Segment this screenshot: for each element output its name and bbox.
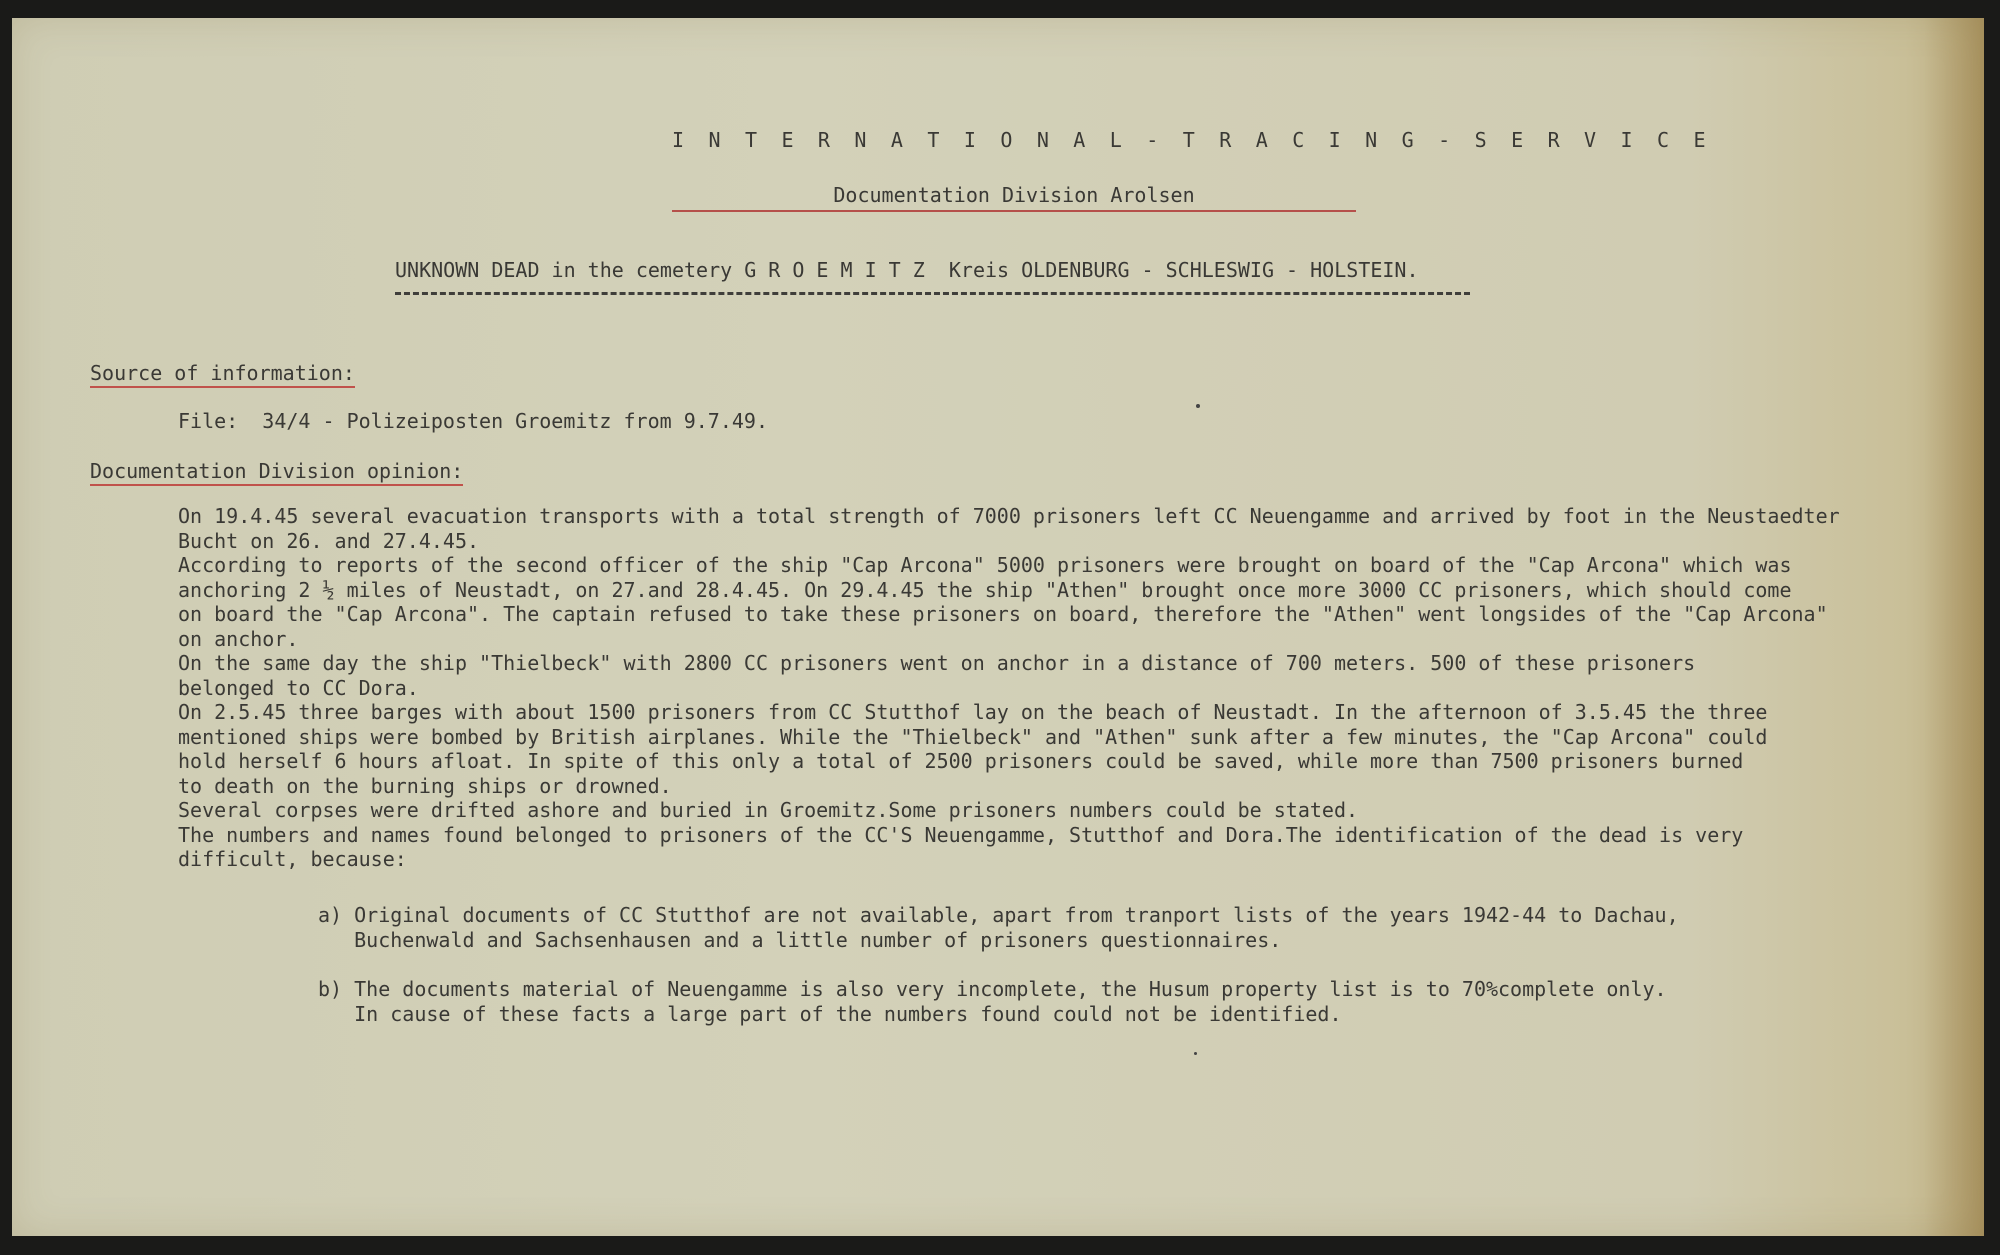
opinion-line: Bucht on 26. and 27.4.45.: [178, 528, 480, 553]
opinion-line: on anchor.: [178, 626, 299, 651]
opinion-line: mentioned ships were bombed by British airplanes. While the "Thielbeck" and "Athen" sunk after a few minutes, the "Cap Arcona" could: [178, 724, 1768, 749]
opinion-line: Several corpses were drifted ashore and buried in Groemitz.Some prisoners numbers could be stated.: [178, 798, 1359, 822]
opinion-line: The numbers and names found belonged to prisoners of the CC'S Neuengamme, Stutthof and Dora.The identification of the dead is very: [178, 822, 1744, 847]
opinion-line: On the same day the ship "Thielbeck" with 2800 CC prisoners went on anchor in a distance of 700 meters. 500 of these prisoners: [178, 651, 1696, 675]
opinion-text: [178, 504, 1938, 872]
division-subheading: Documentation Division Arolsen: [672, 183, 1356, 212]
organization-heading: I N T E R N A T I O N A L - T R A C I N G - S E R V I C E: [672, 128, 1712, 152]
opinion-line: hold herself 6 hours afloat. In spite of this only a total of 2500 prisoners could be saved, while more than 7500 prisoners burned: [178, 749, 1744, 773]
reason-line: Buchenwald and Sachsenhausen and a little number of prisoners questionnaires.: [318, 928, 1282, 952]
opinion-line: belonged to CC Dora.: [178, 675, 419, 700]
ink-speck: [1196, 404, 1200, 408]
opinion-line: difficult, because:: [178, 847, 407, 871]
source-heading: Source of information:: [90, 361, 355, 388]
file-reference: File: 34/4 - Polizeiposten Groemitz from 9.7.49.: [178, 409, 769, 433]
reason-a: [318, 903, 1679, 953]
ink-speck: [1194, 1052, 1197, 1055]
opinion-heading: Documentation Division opinion:: [90, 459, 463, 486]
opinion-line: anchoring 2 ½ miles of Neustadt, on 27.and 28.4.45. On 29.4.45 the ship "Athen" brought once more 3000 CC prisoners, which should come: [178, 577, 1792, 602]
opinion-line: to death on the burning ships or drowned.: [178, 773, 672, 798]
document-title: UNKNOWN DEAD in the cemetery G R O E M I T Z Kreis OLDENBURG - SCHLESWIG - HOLSTEIN.: [395, 258, 1419, 282]
title-underline: [395, 292, 1470, 295]
reason-line: a) Original documents of CC Stutthof are not available, apart from tranport lists of the years 1942-44 to Dachau,: [318, 903, 1679, 927]
opinion-line: On 19.4.45 several evacuation transports with a total strength of 7000 prisoners left CC Neuengamme and arrived by foot in the Neustaedter: [178, 504, 1840, 528]
reason-line: In cause of these facts a large part of the numbers found could not be identified.: [318, 1002, 1342, 1026]
reason-line: b) The documents material of Neuengamme is also very incomplete, the Husum property list is to 70%complete only.: [318, 977, 1667, 1001]
opinion-line: on board the "Cap Arcona". The captain refused to take these prisoners on board, therefore the "Athen" went longsides of the "Cap Arcona": [178, 602, 1828, 626]
opinion-line: On 2.5.45 three barges with about 1500 prisoners from CC Stutthof lay on the beach of Neustadt. In the afternoon of 3.5.45 the three: [178, 700, 1768, 724]
reason-b: [318, 977, 1667, 1027]
opinion-line: According to reports of the second officer of the ship "Cap Arcona" 5000 prisoners were brought on board of the "Cap Arcona" which was: [178, 553, 1792, 577]
